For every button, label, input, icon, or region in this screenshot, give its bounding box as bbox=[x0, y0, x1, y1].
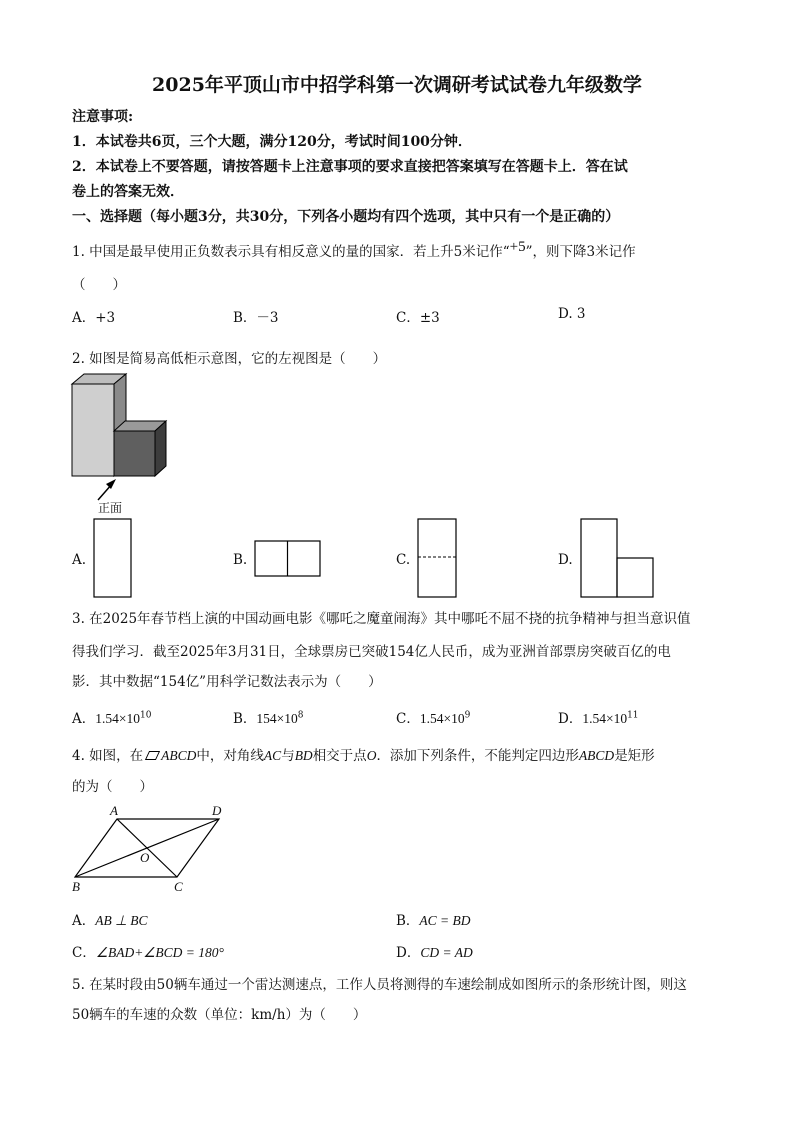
q4-option-b[interactable]: B．AC = BD bbox=[396, 913, 471, 929]
section-1-heading: 一、选择题（每小题3分，共30分，下列各小题均有四个选项，其中只有一个是正确的） bbox=[72, 209, 620, 225]
q4-option-a[interactable]: A．AB ⊥ BC bbox=[72, 913, 148, 929]
q4-stem-line2: 的为（ ） bbox=[72, 779, 153, 795]
q2-option-d[interactable]: D. bbox=[558, 552, 573, 568]
q2-option-b[interactable]: B. bbox=[233, 552, 248, 568]
point-a-label: A bbox=[110, 803, 118, 818]
q1-plus5: +5 bbox=[509, 239, 526, 255]
q4-option-c[interactable]: C．∠BAD+∠BCD = 180° bbox=[72, 945, 224, 961]
q2-option-a[interactable]: A. bbox=[72, 552, 87, 568]
q1-option-b[interactable]: B．－3 bbox=[233, 310, 279, 326]
q3-option-c[interactable]: C．$1.54\times 10^9$ bbox=[396, 710, 471, 727]
tall-box-front bbox=[72, 384, 114, 476]
q2-option-c-figure bbox=[418, 519, 456, 597]
point-c-label: C bbox=[174, 879, 183, 894]
q5-stem-line2: 50辆车的车速的众数（单位：km/h）为（ ） bbox=[72, 1007, 367, 1023]
q3-stem-line1: 3. 在2025年春节档上演的中国动画电影《哪吒之魔童闹海》其中哪吒不屈不挠的抗争精神与担当意识值 bbox=[72, 611, 691, 627]
page-title: 2025年平顶山市中招学科第一次调研考试试卷九年级数学 bbox=[152, 74, 642, 96]
parallelogram-symbol bbox=[145, 751, 160, 760]
q2-option-c[interactable]: C. bbox=[396, 552, 411, 568]
point-o-label: O bbox=[140, 850, 150, 865]
short-box-side bbox=[155, 421, 166, 476]
note-2-line2: 卷上的答案无效． bbox=[72, 184, 184, 200]
front-label: 正面 bbox=[98, 501, 123, 515]
q5-stem-line1: 5. 在某时段由50辆车通过一个雷达测速点，工作人员将测得的车速绘制成如图所示的条形统计图，则这 bbox=[72, 977, 687, 993]
q2-option-d-figure bbox=[581, 519, 617, 597]
q3-option-d[interactable]: D．$1.54\times 10^{11}$ bbox=[558, 710, 639, 727]
q3-stem-line2: 得我们学习．截至2025年3月31日，全球票房已突破154亿人民币，成为亚洲首部票房突破百亿的电 bbox=[72, 644, 671, 660]
q2-stem: 2. 如图是简易高低柜示意图，它的左视图是（ ） bbox=[72, 351, 387, 367]
point-d-label: D bbox=[212, 803, 222, 818]
q1-text-b: ”，则下降3米记作 bbox=[525, 244, 636, 260]
q4-option-d[interactable]: D．CD = AD bbox=[396, 945, 473, 961]
q3-option-a[interactable]: A．$1.54\times 10^{10}$ bbox=[72, 710, 152, 727]
q2-option-a-figure bbox=[94, 519, 131, 597]
q3-option-b[interactable]: B．$154\times 10^8$ bbox=[233, 710, 304, 727]
point-b-label: B bbox=[72, 879, 80, 894]
front-arrow-head bbox=[106, 479, 116, 489]
q1-text-a: 1. 中国是最早使用正负数表示具有相反意义的量的国家．若上升5米记作“ bbox=[72, 244, 510, 260]
q4-stem-line1: 4. 如图，在 ABCD中，对角线AC与BD相交于点O．添加下列条件，不能判定四边形ABCD是矩形 bbox=[72, 748, 655, 764]
q1-option-d[interactable]: D. 3 bbox=[558, 306, 586, 322]
q1-option-a[interactable]: A．+3 bbox=[72, 310, 116, 326]
q3-stem-line3: 影．其中数据“154亿”用科学记数法表示为（ ） bbox=[72, 674, 382, 690]
q1-option-c[interactable]: C．±3 bbox=[396, 310, 440, 326]
notes-heading: 注意事项: bbox=[72, 109, 134, 125]
note-1: 1．本试卷共6页，三个大题，满分120分，考试时间100分钟． bbox=[72, 134, 472, 150]
note-2-line1: 2．本试卷上不要答题，请按答题卡上注意事项的要求直接把答案填写在答题卡上．答在试 bbox=[72, 159, 628, 175]
q1-stem-line2: （ ） bbox=[72, 277, 126, 293]
short-box-front bbox=[114, 431, 155, 476]
